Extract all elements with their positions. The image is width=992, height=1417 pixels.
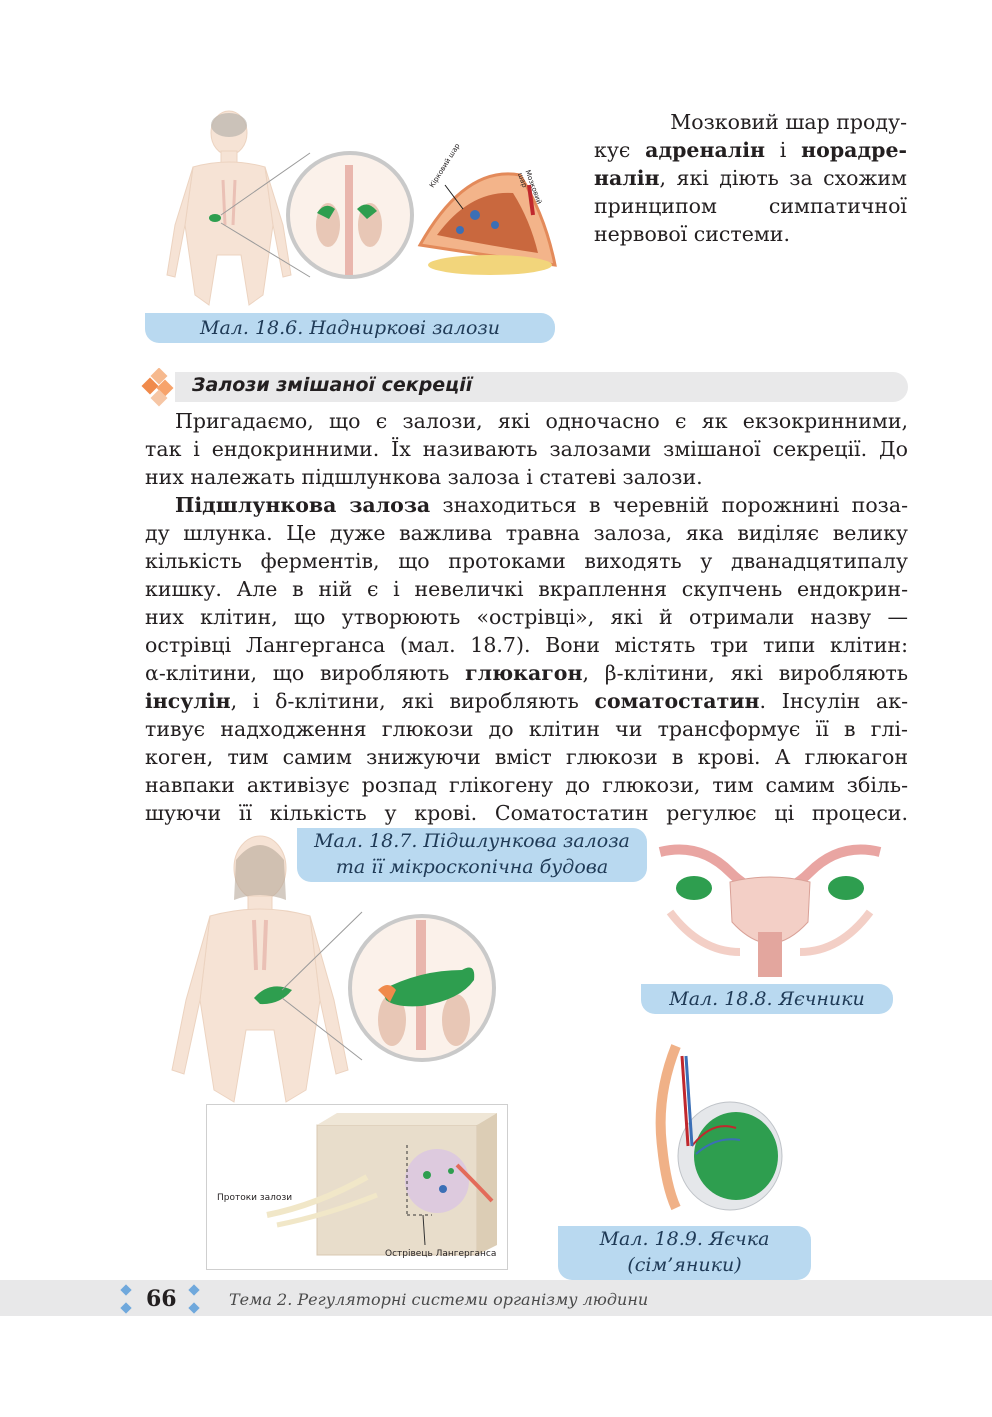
pancreas-tissue-illustration — [207, 1105, 507, 1269]
p2-line-6: острівці Лангерганса (мал. 18.7). Вони містять три типи клітин: — [145, 633, 908, 657]
p1-line-3: них належать підшлункова залоза і статеві залози. — [145, 465, 703, 489]
page-number: 66 — [146, 1286, 177, 1312]
top-line-3: налін, які діють за схожим — [594, 166, 907, 190]
p2-line-12: шуючи її кількість у крові. Соматостатин регулює ці процеси. — [145, 801, 908, 825]
p2-line-5: них клітин, що утворюють «острівці», які й отримали назву — — [145, 605, 908, 629]
figure-18-9-testis-illustration — [636, 1036, 786, 1216]
top-line-1: Мозковий шар проду- — [670, 110, 907, 134]
p2-line-2: ду шлунка. Це дуже важлива травна залоза, яка виділяє велику — [145, 521, 908, 545]
p2-line-7: α-клітини, що виробляють глюкагон, β-клітини, які виробляють — [145, 661, 909, 685]
section-diamond-icon — [141, 368, 181, 408]
top-line-5: нервової системи. — [594, 222, 790, 246]
p2-line-10: коген, тим самим знижуючи вміст глюкози в крові. А глюкагон — [145, 745, 908, 769]
figure-18-8-ovaries-illustration — [640, 832, 900, 977]
section-title: Залози змішаної секреції — [192, 374, 473, 396]
running-title: Тема 2. Регуляторні системи організму людини — [229, 1290, 649, 1309]
islet-label: Острівець Лангерганса — [385, 1249, 497, 1259]
figure-18-6 — [145, 105, 565, 315]
p1-line-2: так і ендокринними. Їх називають залозами змішаної секреції. До — [145, 437, 908, 461]
p1-line-1: Пригадаємо, що є залози, які одночасно є як екзокринними, — [175, 409, 908, 433]
top-line-2: кує адреналін і норадре- — [594, 138, 908, 162]
adrenal-cortex-label: Кірковий шар — [428, 142, 462, 190]
caption-fig-18-6: Мал. 18.6. Надниркові залози — [145, 313, 555, 343]
caption-fig-18-8: Мал. 18.8. Яєчники — [641, 984, 893, 1014]
paragraph-pancreas — [145, 491, 908, 827]
microscopic-structure-inset — [206, 1104, 508, 1270]
human-body-illustration — [145, 105, 565, 315]
caption-fig-18-7: Мал. 18.7. Підшлункова залоза та її мікроскопічна будова — [297, 828, 647, 882]
adrenal-medulla-label: Мозковий шар — [515, 169, 544, 206]
p2-line-11: навпаки активізує розпад глікогену до глюкози, тим самим збіль- — [145, 773, 908, 797]
p2-line-4: кишку. Але в ній є і невеличкі вкраплення скупчень ендокрин- — [145, 577, 908, 601]
paragraph-intro — [145, 407, 908, 491]
p2-line-8: інсулін, і δ-клітини, які виробляють соматостатин. Інсулін ак- — [145, 689, 908, 713]
p2-line-9: тивує надходження глюкози до клітин чи трансформує її в глі- — [145, 717, 908, 741]
top-paragraph — [594, 108, 907, 248]
top-line-4: принципом симпатичної — [594, 194, 907, 218]
caption-fig-18-9: Мал. 18.9. Яєчка (сім’яники) — [558, 1226, 811, 1280]
ducts-label: Протоки залози — [217, 1193, 293, 1203]
p2-line-1: Підшлункова залоза знаходиться в черевній порожнині поза- — [175, 493, 908, 517]
p2-line-3: кількість ферментів, що протоками виходять у дванадцятипалу — [145, 549, 908, 573]
